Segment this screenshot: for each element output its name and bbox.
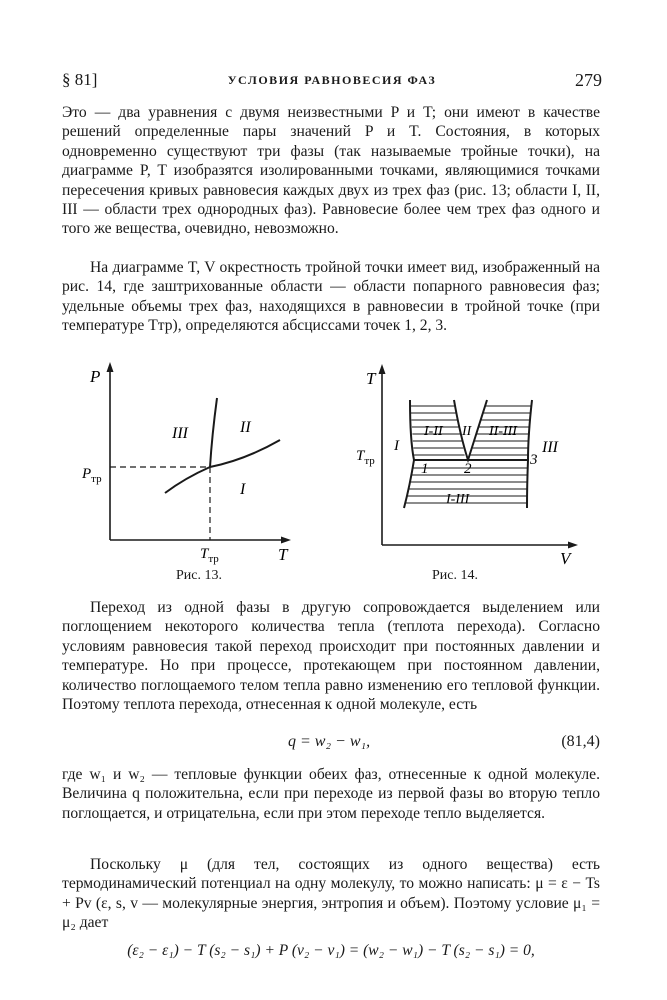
page-number: 279 (575, 70, 602, 90)
fig13-ttr-label: $T_{тр}$ (200, 546, 219, 565)
paragraph-tv-diagram: На диаграмме T, V окрестность тройной точки имеет вид, изображенный на рис. 14, где заштрихованные области — области попарного равновесия фаз; удельные объемы трех фаз, находящихся в равновесии в тройной точке (при температуре Tтр), определяются абсциссами точек 1, 2, 3. (62, 259, 600, 335)
fig14-axis-label-v: V (560, 549, 571, 568)
paragraph-chemical-potential: Поскольку μ (для тел, состоящих из одного вещества) есть термодинамический потенциал на одну молекулу, то можно написать: μ = ε − Ts + Pv (ε, s, v — молекулярные энергия, энтропия и объем). Поэтому условие μ₁ = μ₂ дает (62, 856, 600, 932)
fig14-x-arrow (568, 542, 578, 549)
fig13-region-iii: III (172, 425, 188, 442)
fig13-curve-sublimation (165, 467, 210, 493)
fig14-region-i-iii: I-III (446, 492, 470, 507)
fig13-ptr-label: $P_{тр}$ (82, 466, 102, 485)
fig14-ttr-label: $T_{тр}$ (356, 448, 375, 467)
section-number: § 81] (62, 70, 98, 89)
fig13-region-ii: II (240, 419, 251, 436)
fig14-region-i: I (394, 438, 399, 454)
fig14-region-i-ii: I-II (424, 424, 443, 439)
fig14-region-ii-iii: II-III (489, 424, 517, 439)
fig14-region-iii: III (542, 439, 558, 456)
figure-13-caption: Рис. 13. (176, 568, 222, 583)
figure-14-tv-diagram (352, 360, 582, 570)
fig14-point-3: 3 (530, 452, 538, 468)
equation-81-4 (62, 733, 600, 755)
figure-13-pt-diagram (80, 360, 295, 570)
fig14-axis-label-t: T (366, 369, 376, 388)
equation-81-4-body: q = w₂ − w₁, (288, 733, 371, 750)
paragraph-heat-of-transition: Переход из одной фазы в другую сопровождается выделением или поглощением некоторого количества тепла (теплота перехода). Согласно условиям равновесия такой переход происходит при постоянных давлении и температуре. Но при процессе, протекающем при постоянном давлении, количество поглощаемого телом тепла равно изменению его тепловой функции. Поэтому теплота перехода, отнесенная к одной молекуле, есть (62, 599, 600, 714)
running-title: УСЛОВИЯ РАВНОВЕСИЯ ФАЗ (227, 73, 437, 87)
paragraph-enthalpy-sign: где w₁ и w₂ — тепловые функции обеих фаз, отнесенные к одной молекуле. Величина q положительна, если при переходе из первой фазы во вторую тепло поглощается, и отрицательна, если при этом переходе тепло выделяется. (62, 766, 600, 822)
fig14-y-arrow (379, 364, 386, 374)
fig13-y-arrow (107, 362, 114, 372)
equation-equilibrium: (ε₂ − ε₁) − T (s₂ − s₁) + P (v₂ − v₁) = (w₂ − w₁) − T (s₂ − s₁) = 0, (127, 942, 535, 959)
fig14-point-2: 2 (464, 461, 472, 477)
fig14-region-ii: II (462, 424, 472, 439)
equation-81-4-number: (81,4) (561, 733, 600, 750)
figure-14-caption: Рис. 14. (432, 568, 478, 583)
fig14-point-1: 1 (421, 461, 429, 477)
page-header (62, 70, 602, 94)
fig13-curve-vaporization (210, 440, 280, 467)
fig13-axis-label-p: P (90, 367, 101, 386)
fig13-region-i: I (240, 481, 246, 498)
fig13-axis-label-t: T (278, 545, 288, 564)
paragraph-triple-points: Это — два уравнения с двумя неизвестными P и T; они имеют в качестве решений определенные пары значений P и T. Состояния, в которых одновременно существуют три фазы (так называемые тройные точки), на диаграмме P, T изобразятся изолированными точками, являющимися точками пересечения кривых равновесия каждых двух из трех фаз (рис. 13; области I, II, III — области трех однородных фаз). Равновесие более чем трех фаз одного и того же вещества, очевидно, невозможно. (62, 104, 600, 238)
fig13-curve-melting (210, 398, 217, 467)
fig13-x-arrow (281, 537, 291, 544)
